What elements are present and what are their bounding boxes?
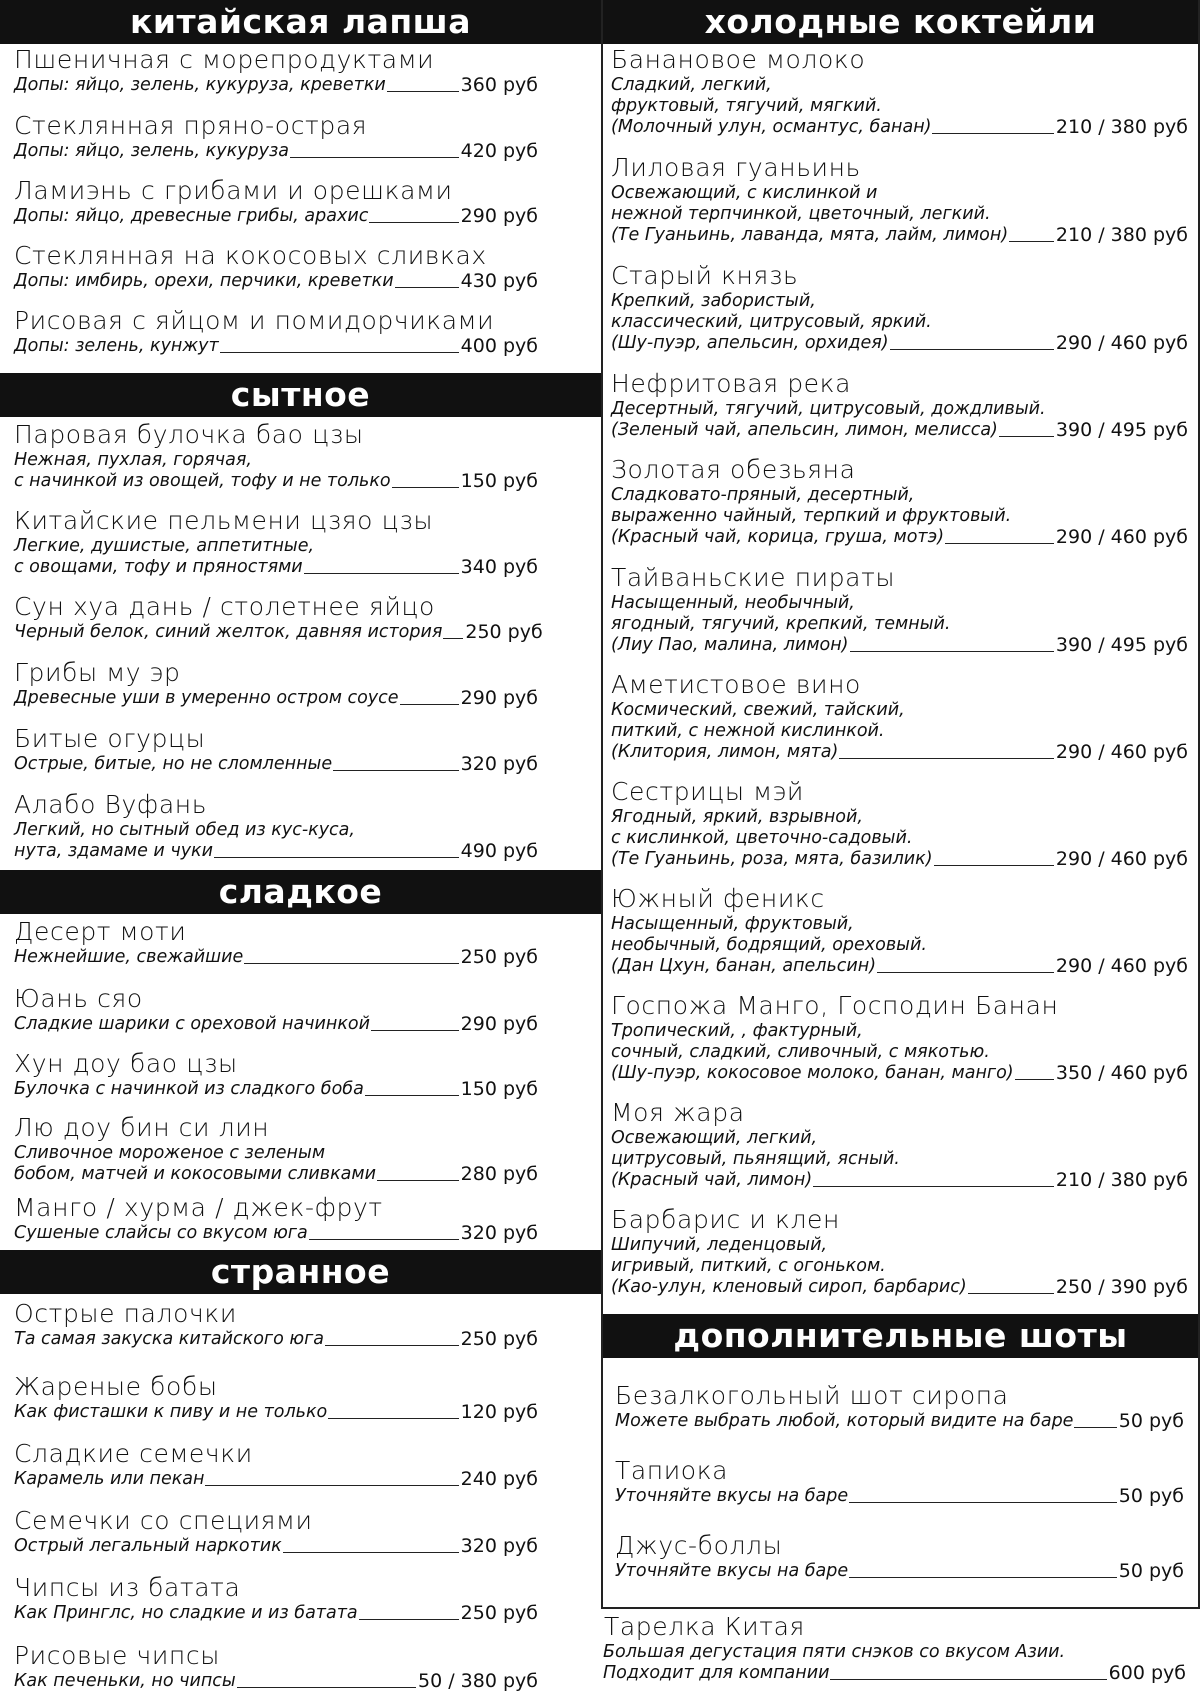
item-line xyxy=(611,635,1188,656)
dotted-leader xyxy=(237,1687,416,1688)
menu-item xyxy=(603,1204,1198,1309)
menu-item xyxy=(0,657,601,723)
item-desc: с овощами, тофу и пряностями xyxy=(14,557,303,577)
item-price: 320 руб xyxy=(460,1222,538,1244)
item-desc: цитрусовый, пьянящий, ясный. xyxy=(611,1149,900,1169)
dotted-leader xyxy=(205,1485,458,1486)
item-price: 120 руб xyxy=(460,1401,538,1423)
item-line xyxy=(611,849,1188,870)
dotted-leader xyxy=(999,436,1054,437)
dotted-leader xyxy=(932,133,1053,134)
item-price: 250 руб xyxy=(460,1328,538,1350)
item-desc: (Клитория, лимон, мята) xyxy=(611,742,839,762)
dotted-leader xyxy=(850,651,1054,652)
item-desc: Сладковато-пряный, десертный, xyxy=(611,485,915,505)
item-line xyxy=(14,1223,538,1244)
dotted-leader xyxy=(359,1619,459,1620)
item-name: Десерт моти xyxy=(14,917,187,946)
item-price: 400 руб xyxy=(460,335,538,357)
dotted-leader xyxy=(443,638,463,639)
item-price: 420 руб xyxy=(460,140,538,162)
item-name: Острые палочки xyxy=(14,1299,237,1328)
item-desc: с начинкой из овощей, тофу и не только xyxy=(14,471,391,491)
right-column xyxy=(603,0,1200,1609)
item-name: Битые огурцы xyxy=(14,724,206,753)
item-line xyxy=(14,1014,538,1035)
item-name: Сун хуа дань / столетнее яйцо xyxy=(14,592,435,621)
item-name: Ламиэнь с грибами и орешками xyxy=(14,176,453,205)
item-desc: Допы: яйцо, древесные грибы, арахис xyxy=(14,206,369,226)
item-desc: Можете выбрать любой, который видите на баре xyxy=(615,1411,1074,1431)
item-desc: Булочка с начинкой из сладкого боба xyxy=(14,1079,364,1099)
item-price: 320 руб xyxy=(460,753,538,775)
item-desc: Уточняйте вкусы на баре xyxy=(615,1486,849,1506)
item-name: Грибы му эр xyxy=(14,658,181,687)
item-name: Рисовая с яйцом и помидорчиками xyxy=(14,306,495,335)
dotted-leader xyxy=(945,543,1054,544)
dotted-leader xyxy=(392,487,459,488)
menu-item xyxy=(0,591,601,657)
item-desc: (Дан Цхун, банан, апельсин) xyxy=(611,956,877,976)
item-desc: Уточняйте вкусы на баре xyxy=(615,1561,849,1581)
item-price: 320 руб xyxy=(460,1535,538,1557)
item-name: Пшеничная с морепродуктами xyxy=(14,45,435,74)
item-price: 600 руб xyxy=(1108,1662,1186,1684)
item-desc: фруктовый, тягучий, мягкий. xyxy=(611,96,882,116)
menu-item xyxy=(0,1572,601,1640)
item-price: 290 руб xyxy=(460,687,538,709)
item-line xyxy=(615,1411,1184,1432)
item-line xyxy=(14,841,538,862)
item-price: 210 / 380 руб xyxy=(1055,116,1188,138)
item-price: 150 руб xyxy=(460,1078,538,1100)
item-desc: Легкий, но сытный обед из кус-куса, xyxy=(14,820,355,840)
item-name: Сладкие семечки xyxy=(14,1439,253,1468)
menu-item xyxy=(603,1530,1198,1605)
menu-item xyxy=(603,776,1198,883)
item-name: Лю доу бин си лин xyxy=(14,1113,270,1142)
item-desc: Сушеные слайсы со вкусом юга xyxy=(14,1223,308,1243)
item-desc: Острый легальный наркотик xyxy=(14,1536,282,1556)
item-desc: (Зеленый чай, апельсин, лимон, мелисса) xyxy=(611,420,998,440)
dotted-leader xyxy=(849,1577,1117,1578)
item-desc: Большая дегустация пяти снэков со вкусом Азии. xyxy=(603,1642,1066,1662)
item-price: 290 руб xyxy=(460,1013,538,1035)
item-desc: с кислинкой, цветочно-садовый. xyxy=(611,828,913,848)
item-desc: выраженно чайный, терпкий и фруктовый. xyxy=(611,506,1012,526)
menu-item xyxy=(603,454,1198,562)
item-price: 360 руб xyxy=(460,74,538,96)
item-line xyxy=(611,527,1188,548)
item-desc: Тропический, , фактурный, xyxy=(611,1021,863,1041)
item-desc: Как печеньки, но чипсы xyxy=(14,1671,236,1691)
item-price: 50 руб xyxy=(1118,1485,1184,1507)
item-price: 210 / 380 руб xyxy=(1055,1169,1188,1191)
dotted-leader xyxy=(220,352,459,353)
item-price: 210 / 380 руб xyxy=(1055,224,1188,246)
menu-item xyxy=(0,44,601,110)
item-name: Лиловая гуаньинь xyxy=(611,153,861,182)
menu-item xyxy=(0,1640,601,1700)
item-price: 150 руб xyxy=(460,470,538,492)
item-desc: (Красный чай, лимон) xyxy=(611,1170,813,1190)
dotted-leader xyxy=(333,770,459,771)
section-title: китайская лапша xyxy=(0,0,601,44)
item-desc: (Лиу Пао, малина, лимон) xyxy=(611,635,849,655)
item-line xyxy=(603,1663,1200,1684)
item-desc: классический, цитрусовый, яркий. xyxy=(611,312,932,332)
item-desc: Допы: зелень, кунжут xyxy=(14,336,219,356)
item-desc: Карамель или пекан xyxy=(14,1469,205,1489)
item-desc: питкий, с нежной кислинкой. xyxy=(611,721,885,741)
dotted-leader xyxy=(309,1239,459,1240)
menu-item xyxy=(0,110,601,175)
section-sweet xyxy=(0,870,601,1252)
dotted-leader xyxy=(365,1095,459,1096)
menu-item xyxy=(603,562,1198,669)
dotted-leader xyxy=(328,1418,458,1419)
item-name: Манго / хурма / джек-фрут xyxy=(14,1193,383,1222)
item-name: Тарелка Китая xyxy=(604,1612,805,1641)
item-line xyxy=(14,471,538,492)
item-name: Госпожа Манго, Господин Банан xyxy=(611,991,1059,1020)
item-line xyxy=(611,225,1188,246)
item-desc: Сливочное мороженое с зеленым xyxy=(14,1143,326,1163)
item-name: Старый князь xyxy=(611,261,799,290)
item-desc: Нежнейшие, свежайшие xyxy=(14,947,244,967)
dotted-leader xyxy=(325,1345,459,1346)
item-price: 290 / 460 руб xyxy=(1055,848,1188,870)
item-desc: Черный белок, синий желток, давняя история xyxy=(14,622,443,642)
menu-item xyxy=(603,1380,1198,1455)
item-desc: игривый, питкий, с огоньком. xyxy=(611,1256,886,1276)
item-price: 390 / 495 руб xyxy=(1055,634,1188,656)
item-desc: Подходит для компании xyxy=(603,1663,830,1683)
item-desc: необычный, бодрящий, ореховый. xyxy=(611,935,927,955)
item-desc: Острые, битые, но не сломленные xyxy=(14,754,333,774)
menu-item xyxy=(603,1455,1198,1530)
menu-item xyxy=(0,789,601,869)
menu-item xyxy=(603,669,1198,776)
item-desc: Насыщенный, фруктовый, xyxy=(611,914,854,934)
item-line xyxy=(14,688,538,709)
menu-item xyxy=(603,990,1198,1097)
item-desc: Космический, свежий, тайский, xyxy=(611,700,905,720)
item-price: 290 руб xyxy=(460,205,538,227)
item-desc: Допы: яйцо, зелень, кукуруза xyxy=(14,141,289,161)
item-price: 250 руб xyxy=(465,621,543,643)
dotted-leader xyxy=(369,222,458,223)
menu-item xyxy=(0,983,601,1048)
menu-item xyxy=(0,240,601,305)
dotted-leader xyxy=(934,865,1054,866)
item-price: 290 / 460 руб xyxy=(1055,741,1188,763)
item-desc: Шипучий, леденцовый, xyxy=(611,1235,828,1255)
item-price: 280 руб xyxy=(460,1163,538,1185)
menu-item xyxy=(0,914,601,983)
item-line xyxy=(14,1329,538,1350)
menu-item xyxy=(603,1097,1198,1204)
item-desc: Освежающий, легкий, xyxy=(611,1128,818,1148)
menu-item xyxy=(0,1294,601,1369)
item-line xyxy=(14,271,538,292)
item-price: 340 руб xyxy=(460,556,538,578)
item-desc: Насыщенный, необычный, xyxy=(611,593,855,613)
item-line xyxy=(14,1603,538,1624)
item-desc: бобом, матчей и кокосовыми сливками xyxy=(14,1164,376,1184)
section-cold-cocktails xyxy=(603,0,1198,1309)
item-name: Хун доу бао цзы xyxy=(14,1049,238,1078)
item-name: Аметистовое вино xyxy=(611,670,861,699)
item-desc: Десертный, тягучий, цитрусовый, дождливый. xyxy=(611,399,1046,419)
dotted-leader xyxy=(877,972,1054,973)
menu-item xyxy=(0,1112,601,1192)
item-line xyxy=(611,117,1188,138)
dotted-leader xyxy=(1009,241,1054,242)
dotted-leader xyxy=(290,157,459,158)
section-title: холодные коктейли xyxy=(603,0,1198,44)
dotted-leader xyxy=(387,91,459,92)
item-name: Барбарис и клен xyxy=(611,1205,840,1234)
item-desc: Ягодный, яркий, взрывной, xyxy=(611,807,863,827)
item-name: Юань сяо xyxy=(14,984,143,1013)
item-line xyxy=(14,1402,538,1423)
menu-item xyxy=(0,305,601,372)
item-line xyxy=(14,557,538,578)
item-line xyxy=(611,333,1188,354)
menu-item xyxy=(0,505,601,591)
item-line xyxy=(14,141,538,162)
item-desc: (Шу-пуэр, кокосовое молоко, банан, манго) xyxy=(611,1063,1014,1083)
item-price: 250 / 390 руб xyxy=(1055,1276,1188,1298)
item-desc: Древесные уши в умеренно остром соусе xyxy=(14,688,399,708)
item-line xyxy=(14,75,538,96)
item-name: Безалкогольный шот сиропа xyxy=(615,1381,1009,1410)
item-line xyxy=(14,336,538,357)
menu-item xyxy=(603,883,1198,990)
left-column xyxy=(0,0,601,1692)
item-desc: Освежающий, с кислинкой и xyxy=(611,183,878,203)
item-line xyxy=(611,742,1188,763)
item-desc: (Шу-пуэр, апельсин, орхидея) xyxy=(611,333,889,353)
item-price: 50 руб xyxy=(1118,1410,1184,1432)
item-line xyxy=(615,1486,1184,1507)
item-line xyxy=(611,956,1188,977)
item-desc: Допы: имбирь, орехи, перчики, креветки xyxy=(14,271,394,291)
menu-item xyxy=(0,417,601,505)
item-name: Алабо Вуфань xyxy=(14,790,208,819)
item-desc: Та самая закуска китайского юга xyxy=(14,1329,325,1349)
item-desc: нута, здамаме и чуки xyxy=(14,841,214,861)
item-line xyxy=(14,754,538,775)
dotted-leader xyxy=(813,1186,1054,1187)
menu-item xyxy=(603,260,1198,368)
item-name: Стеклянная на кокосовых сливках xyxy=(14,241,487,270)
item-line xyxy=(14,947,538,968)
dotted-leader xyxy=(968,1293,1054,1294)
item-desc: Как Принглс, но сладкие и из батата xyxy=(14,1603,358,1623)
item-line xyxy=(611,420,1188,441)
item-desc: Допы: яйцо, зелень, кукуруза, креветки xyxy=(14,75,386,95)
section-title: сладкое xyxy=(0,870,601,914)
item-name: Жареные бобы xyxy=(14,1372,218,1401)
platter-item xyxy=(603,1612,1200,1684)
item-name: Тайваньские пираты xyxy=(611,563,896,592)
dotted-leader xyxy=(377,1180,459,1181)
menu-item xyxy=(0,723,601,789)
item-price: 50 руб xyxy=(1118,1560,1184,1582)
item-line xyxy=(14,621,543,643)
item-price: 50 / 380 руб xyxy=(418,1670,538,1692)
menu-item xyxy=(0,1048,601,1112)
item-name: Чипсы из батата xyxy=(14,1573,241,1602)
dotted-leader xyxy=(244,963,458,964)
item-name: Семечки со специями xyxy=(14,1506,313,1535)
dotted-leader xyxy=(830,1679,1106,1680)
item-name: Рисовые чипсы xyxy=(14,1641,220,1670)
dotted-leader xyxy=(371,1030,459,1031)
item-desc: Сладкие шарики с ореховой начинкой xyxy=(14,1014,370,1034)
dotted-leader xyxy=(839,758,1054,759)
item-line xyxy=(14,1671,538,1692)
item-desc: (Те Гуаньинь, лаванда, мята, лайм, лимон) xyxy=(611,225,1009,245)
item-price: 240 руб xyxy=(460,1468,538,1490)
item-name: Южный феникс xyxy=(611,884,825,913)
item-line xyxy=(611,1063,1188,1084)
item-line xyxy=(14,1536,538,1557)
dotted-leader xyxy=(1074,1427,1116,1428)
item-name: Паровая булочка бао цзы xyxy=(14,420,364,449)
item-line xyxy=(615,1561,1184,1582)
dotted-leader xyxy=(283,1552,459,1553)
item-desc: (Те Гуаньинь, роза, мята, базилик) xyxy=(611,849,933,869)
item-price: 350 / 460 руб xyxy=(1055,1062,1188,1084)
item-desc: Как фисташки к пиву и не только xyxy=(14,1402,328,1422)
item-line xyxy=(611,1277,1188,1298)
menu-item xyxy=(603,152,1198,260)
item-desc: ягодный, тягучий, крепкий, темный. xyxy=(611,614,951,634)
item-line xyxy=(14,1079,538,1100)
menu-item xyxy=(0,1505,601,1572)
item-desc: Крепкий, забористый, xyxy=(611,291,816,311)
item-line xyxy=(14,206,538,227)
section-hearty xyxy=(0,373,601,869)
item-desc: Сладкий, легкий, xyxy=(611,75,772,95)
item-price: 290 / 460 руб xyxy=(1055,955,1188,977)
item-name: Тапиока xyxy=(615,1456,729,1485)
item-price: 490 руб xyxy=(460,840,538,862)
dotted-leader xyxy=(395,287,459,288)
dotted-leader xyxy=(1015,1079,1054,1080)
dotted-leader xyxy=(890,349,1054,350)
menu-item xyxy=(0,1438,601,1505)
menu-item xyxy=(0,1369,601,1438)
item-name: Сестрицы мэй xyxy=(611,777,804,806)
item-name: Нефритовая река xyxy=(611,369,852,398)
section-title: дополнительные шоты xyxy=(603,1314,1198,1358)
item-price: 290 / 460 руб xyxy=(1055,332,1188,354)
item-desc: (Као-улун, кленовый сироп, барбарис) xyxy=(611,1277,967,1297)
dotted-leader xyxy=(214,857,459,858)
item-desc: (Молочный улун, османтус, банан) xyxy=(611,117,932,137)
dotted-leader xyxy=(400,704,459,705)
menu-item xyxy=(603,44,1198,152)
item-price: 390 / 495 руб xyxy=(1055,419,1188,441)
menu-item xyxy=(603,368,1198,454)
section-title: сытное xyxy=(0,373,601,417)
item-line xyxy=(14,1164,538,1185)
item-desc: Легкие, душистые, аппетитные, xyxy=(14,536,315,556)
item-name: Китайские пельмени цзяо цзы xyxy=(14,506,434,535)
dotted-leader xyxy=(849,1502,1117,1503)
item-name: Стеклянная пряно-острая xyxy=(14,111,368,140)
item-desc: нежной терпчинкой, цветочный, легкий. xyxy=(611,204,991,224)
item-desc: (Красный чай, корица, груша, мотэ) xyxy=(611,527,945,547)
section-noodles xyxy=(0,0,601,372)
item-line xyxy=(611,1170,1188,1191)
item-desc: сочный, сладкий, сливочный, с мякотью. xyxy=(611,1042,990,1062)
item-name: Золотая обезьяна xyxy=(611,455,856,484)
item-price: 430 руб xyxy=(460,270,538,292)
item-name: Банановое молоко xyxy=(611,45,866,74)
section-extra-shots xyxy=(603,1314,1198,1605)
item-name: Джус-боллы xyxy=(615,1531,783,1560)
item-price: 250 руб xyxy=(460,946,538,968)
item-line xyxy=(14,1469,538,1490)
dotted-leader xyxy=(304,573,459,574)
section-title: странное xyxy=(0,1250,601,1294)
menu-item xyxy=(0,175,601,240)
item-price: 250 руб xyxy=(460,1602,538,1624)
item-name: Моя жара xyxy=(611,1098,745,1127)
menu-item xyxy=(0,1192,601,1252)
item-price: 290 / 460 руб xyxy=(1055,526,1188,548)
section-strange xyxy=(0,1250,601,1700)
item-desc: Нежная, пухлая, горячая, xyxy=(14,450,252,470)
